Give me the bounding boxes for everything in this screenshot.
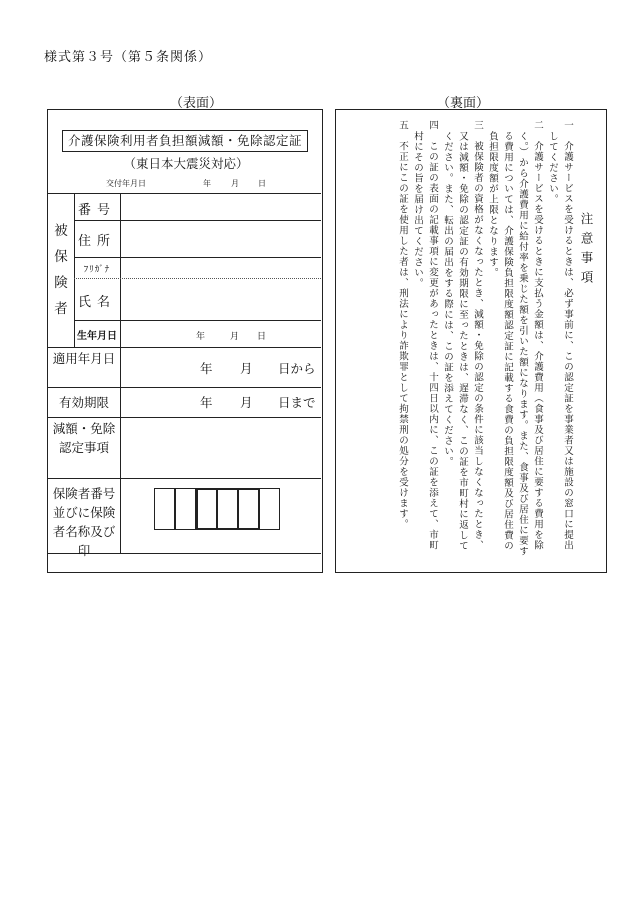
insured-char-2: 保	[54, 249, 68, 265]
applicable-month-label: 月	[240, 361, 253, 376]
insurer-label: 保険者番号並びに保険者名称及び印	[52, 486, 116, 558]
birth-year-label: 年	[196, 332, 206, 342]
notice-item-4: 四 この証の表面の記載事項に変更があったときは、十四日以内に、この証を添えて、市町村にその旨を届け出てください。	[412, 120, 438, 551]
insured-person-label	[48, 193, 74, 347]
insurer-number-box	[154, 488, 175, 530]
issue-date-label: 交付年月日	[106, 179, 146, 188]
front-card	[47, 109, 323, 573]
validity-year-label: 年	[200, 395, 213, 410]
back-face-label: （裏面）	[437, 96, 490, 111]
notice-item-3: 三 被保険者の資格がなくなったとき、減額・免除の認定の条件に該当しなくなったとき、又は減額・免除の認定証の有効期限に至ったときは、遅滞なく、この証を市町村に返してください。また、転出の届出をする際には、この証を添えてください。	[442, 120, 483, 552]
issue-month-label: 月	[231, 179, 239, 188]
birthdate-label: 生年月日	[77, 331, 117, 342]
front-face-label: （表面）	[170, 96, 223, 111]
notice-title: 注意事項	[579, 212, 594, 290]
notice-text	[350, 120, 594, 560]
card-title: 介護保険利用者負担額減額・免除認定証	[62, 130, 308, 152]
insurer-number-box	[259, 488, 280, 530]
validity-month-label: 月	[240, 395, 253, 410]
issue-year-label: 年	[203, 179, 211, 188]
reduction-items-label: 減額・免除認定事項	[52, 421, 116, 455]
notice-item-1: 一 介護サービスを受けるときは、必ず事前に、この認定証を事業者又は施設の窓口に提出してください。	[547, 120, 573, 551]
back-card	[335, 109, 607, 573]
validity-day-until: 日まで	[278, 395, 316, 410]
name-label: 氏名	[77, 295, 116, 310]
validity-label: 有効期限	[58, 395, 109, 410]
issue-day-label: 日	[258, 179, 266, 188]
insured-char-1: 被	[54, 223, 68, 239]
insurer-number-box	[175, 488, 196, 530]
furigana-label: ﾌﾘｶﾞﾅ	[83, 265, 111, 275]
birth-month-label: 月	[230, 332, 240, 342]
card-subtitle: （東日本大震災対応）	[123, 156, 249, 171]
insured-char-3: 険	[54, 275, 68, 291]
notice-item-5: 五 不正にこの証を使用した者は、刑法により詐欺罪として拘禁刑の処分を受けます。	[397, 120, 408, 530]
applicable-date-label: 適用年月日	[52, 351, 116, 366]
birth-day-label: 日	[257, 332, 267, 342]
insured-char-4: 者	[54, 301, 68, 317]
insurer-number-highlight	[196, 488, 260, 530]
applicable-day-from: 日から	[278, 361, 316, 376]
number-label: 番号	[77, 203, 116, 218]
notice-item-2: 二 介護サービスを受けるときに支払う金額は、介護費用（食事及び居住に要する費用を除く。）から介護費用に給付率を乗じた額を引いた額になります。また、食事及び居住に要する費用については、介護保険負担限度額認定証に記載する食費の負担限度額及び居住費の負担限度額が上限となります。	[487, 120, 543, 558]
form-title: 様式第３号（第５条関係）	[44, 50, 213, 65]
applicable-year-label: 年	[200, 361, 213, 376]
address-label: 住所	[77, 234, 116, 249]
